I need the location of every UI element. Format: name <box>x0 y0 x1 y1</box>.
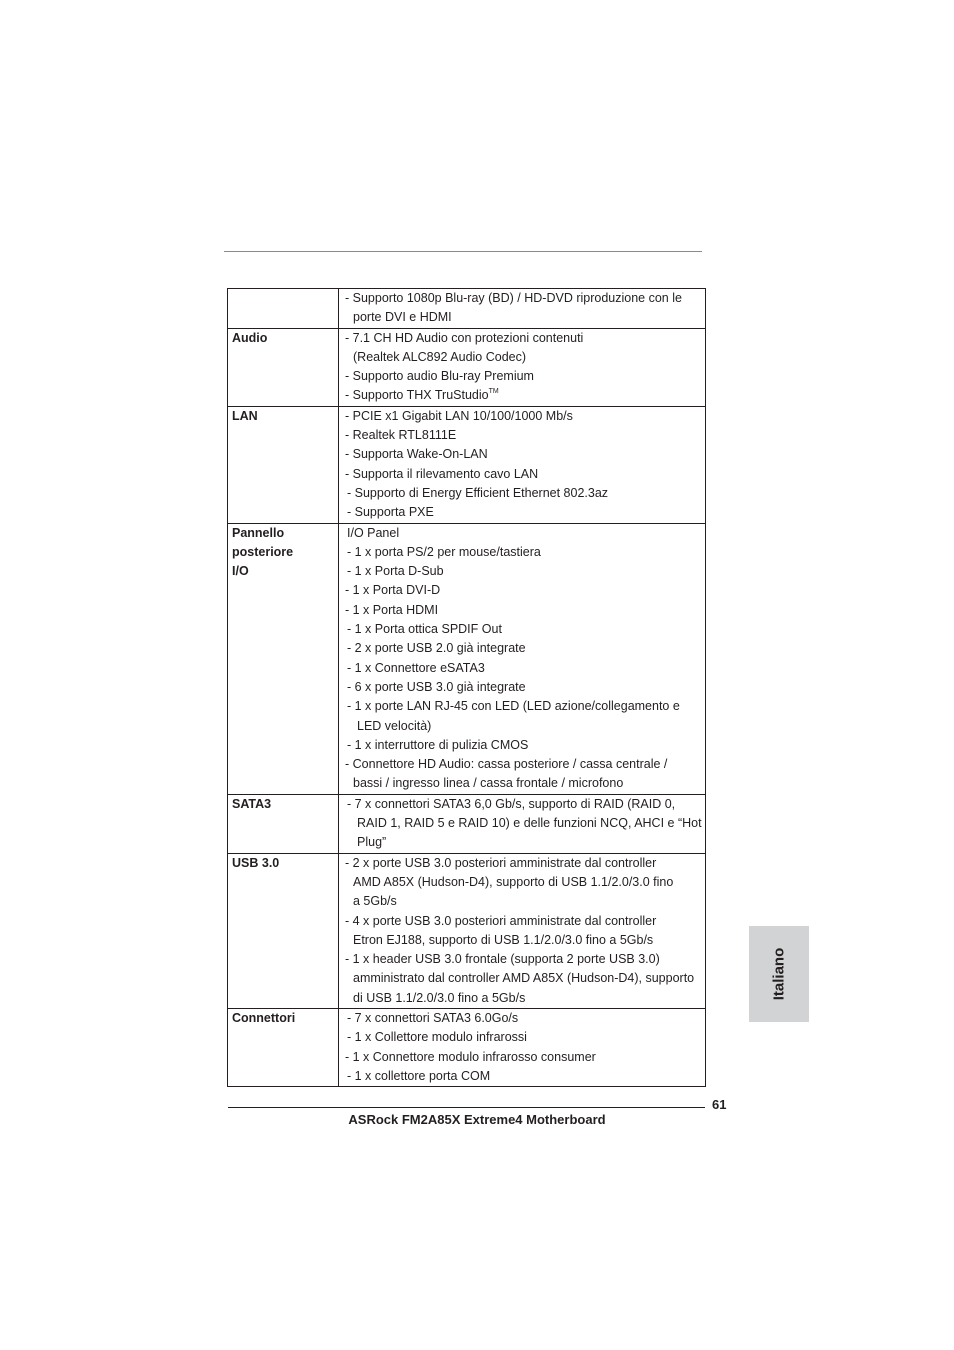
row-content <box>339 853 706 1008</box>
spec-line: - 7 x connettori SATA3 6.0Go/s <box>347 1010 519 1025</box>
spec-line: - 1 x Collettore modulo infrarossi <box>347 1030 527 1045</box>
table-row <box>228 794 706 853</box>
spec-line: - 7.1 CH HD Audio con protezioni contenuti <box>345 330 584 345</box>
footer-rule <box>228 1107 705 1108</box>
spec-line: - 1 x Connettore eSATA3 <box>347 660 485 675</box>
spec-line: - 1 x porta PS/2 per mouse/tastiera <box>347 544 541 559</box>
row-label-text: Pannello <box>232 525 285 540</box>
spec-line: - Supporta il rilevamento cavo LAN <box>345 466 539 481</box>
spec-line: I/O Panel <box>347 525 400 540</box>
spec-line: - 1 x header USB 3.0 frontale (supporta 2 porte USB 3.0) <box>345 952 660 967</box>
spec-line: - 1 x Connettore modulo infrarosso consumer <box>345 1049 596 1064</box>
spec-line: - 1 x Porta DVI-D <box>345 583 441 598</box>
spec-line: Plug” <box>357 835 387 850</box>
table-row <box>228 289 706 329</box>
row-label <box>228 523 339 794</box>
table-row <box>228 853 706 1008</box>
row-content <box>339 406 706 523</box>
row-content <box>339 523 706 794</box>
spec-line: - Supporta PXE <box>347 505 434 520</box>
page-number: 61 <box>712 1097 727 1112</box>
row-label-text: posteriore <box>232 544 294 559</box>
row-label-text: Connettori <box>232 1010 296 1025</box>
row-label <box>228 289 339 329</box>
row-label <box>228 1008 339 1086</box>
spec-line: - Supporto 1080p Blu-ray (BD) / HD-DVD riproduzione con le <box>345 291 682 305</box>
table-row <box>228 328 706 406</box>
row-label-text: LAN <box>232 408 258 423</box>
spec-line: - Supporto di Energy Efficient Ethernet 802.3az <box>347 485 609 500</box>
row-label-text: Audio <box>232 330 268 345</box>
row-content <box>339 328 706 406</box>
row-label-text: SATA3 <box>232 796 272 811</box>
header-rule <box>224 251 702 252</box>
row-label <box>228 853 339 1008</box>
language-tab <box>749 926 809 1022</box>
spec-line: - PCIE x1 Gigabit LAN 10/100/1000 Mb/s <box>345 408 573 423</box>
table-row <box>228 406 706 523</box>
spec-line: - Realtek RTL8111E <box>345 428 457 443</box>
spec-line: - 7 x connettori SATA3 6,0 Gb/s, supporto di RAID (RAID 0, <box>347 796 676 811</box>
spec-line: Etron EJ188, supporto di USB 1.1/2.0/3.0 fino a 5Gb/s <box>353 932 654 947</box>
spec-line: amministrato dal controller AMD A85X (Hudson-D4), supporto <box>353 971 695 986</box>
spec-line: porte DVI e HDMI <box>353 310 452 325</box>
spec-line: di USB 1.1/2.0/3.0 fino a 5Gb/s <box>353 990 526 1005</box>
row-label-text: I/O <box>232 564 249 579</box>
spec-line <box>345 386 705 405</box>
spec-line: a 5Gb/s <box>353 894 397 909</box>
table-row <box>228 523 706 794</box>
spec-line: LED velocità) <box>357 718 432 733</box>
spec-line: - Connettore HD Audio: cassa posteriore / cassa centrale / <box>345 757 668 772</box>
spec-line: - Supporta Wake-On-LAN <box>345 447 488 462</box>
row-label <box>228 794 339 853</box>
row-content <box>339 1008 706 1086</box>
spec-line: - 4 x porte USB 3.0 posteriori amministrate dal controller <box>345 913 657 928</box>
trademark-mark: TM <box>488 388 499 396</box>
spec-line: - 1 x Porta HDMI <box>345 602 439 617</box>
spec-line: - 1 x Porta D-Sub <box>347 564 444 579</box>
spec-line: - 2 x porte USB 2.0 già integrate <box>347 641 526 656</box>
spec-line: - 1 x interruttore di pulizia CMOS <box>347 737 529 752</box>
specifications-table <box>227 288 706 1087</box>
spec-line-text: - Supporto THX TruStudio <box>345 388 489 403</box>
table-row <box>228 1008 706 1086</box>
spec-line: - 1 x Porta ottica SPDIF Out <box>347 622 502 637</box>
spec-line: - Supporto audio Blu-ray Premium <box>345 369 534 384</box>
spec-line: - 6 x porte USB 3.0 già integrate <box>347 679 526 694</box>
row-label-text: USB 3.0 <box>232 855 280 870</box>
spec-line: (Realtek ALC892 Audio Codec) <box>353 349 527 364</box>
footer-title: ASRock FM2A85X Extreme4 Motherboard <box>348 1112 606 1127</box>
row-content <box>339 289 706 329</box>
spec-line: - 2 x porte USB 3.0 posteriori amministrate dal controller <box>345 855 657 870</box>
spec-line: - 1 x collettore porta COM <box>347 1068 491 1083</box>
spec-line: AMD A85X (Hudson-D4), supporto di USB 1.1/2.0/3.0 fino <box>353 874 674 889</box>
spec-line: bassi / ingresso linea / cassa frontale / microfono <box>353 776 624 791</box>
row-label <box>228 328 339 406</box>
row-label <box>228 406 339 523</box>
spec-line: RAID 1, RAID 5 e RAID 10) e delle funzioni NCQ, AHCI e “Hot <box>357 816 702 831</box>
language-tab-label: Italiano <box>770 947 788 1001</box>
spec-line: - 1 x porte LAN RJ-45 con LED (LED azione/collegamento e <box>347 699 680 714</box>
row-content <box>339 794 706 853</box>
